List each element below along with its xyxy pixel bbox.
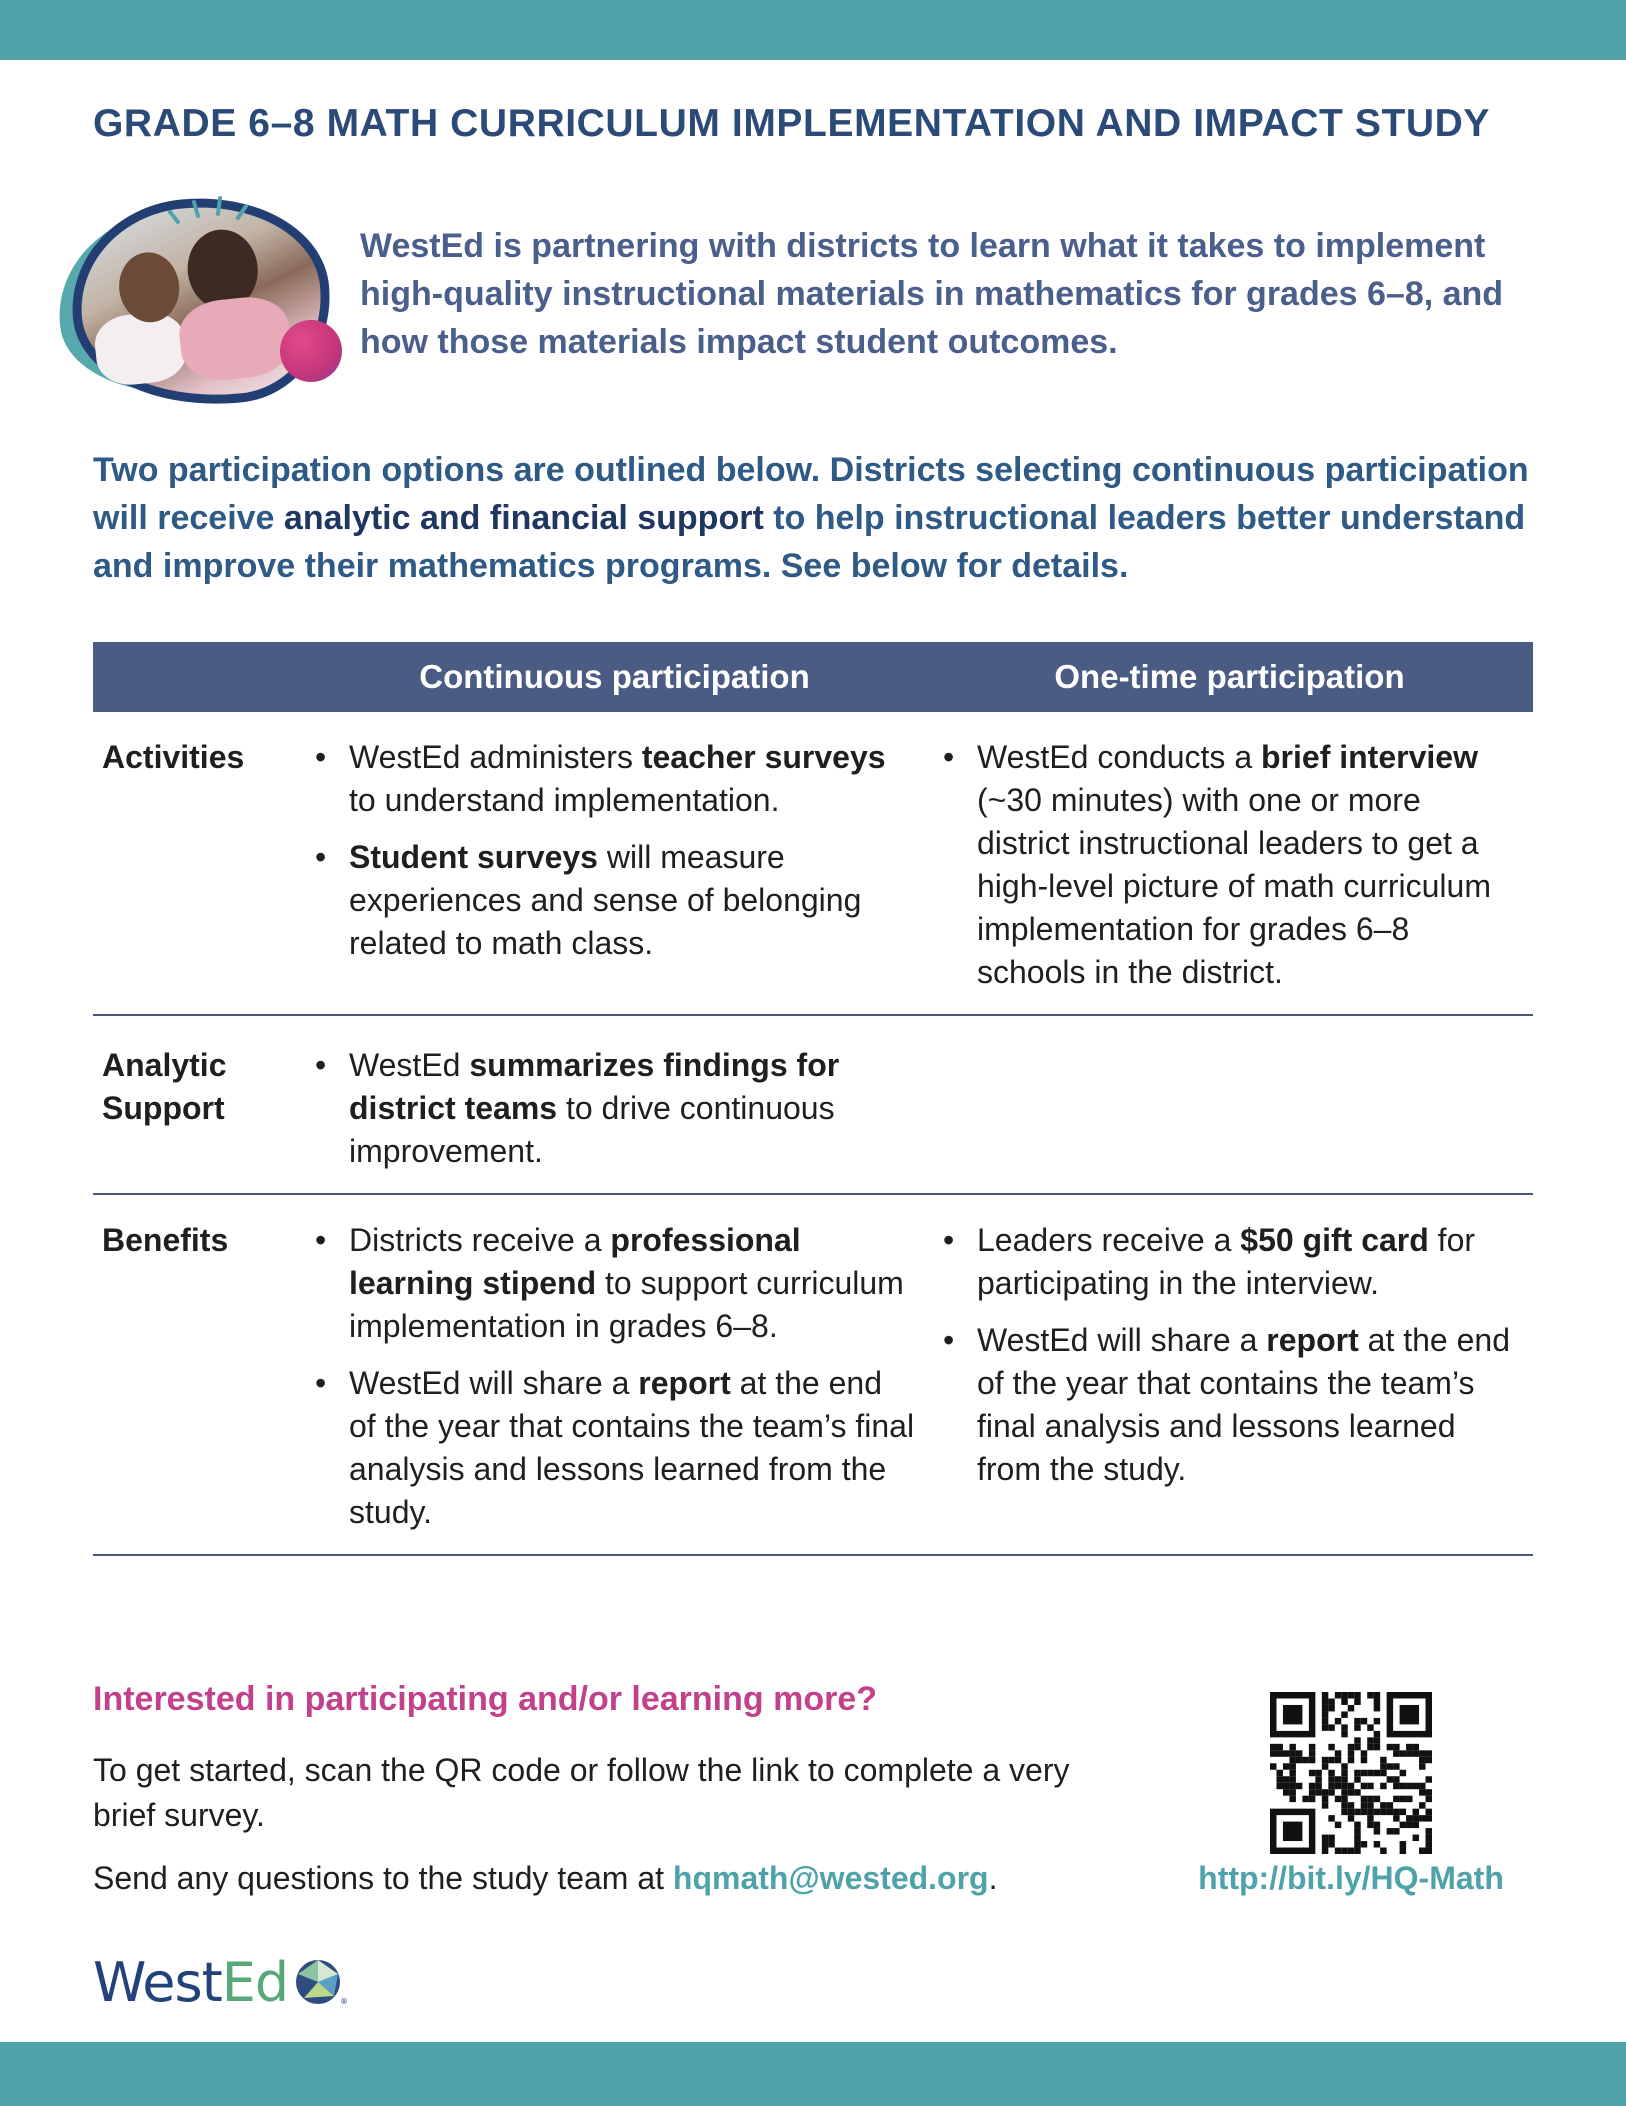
table-row-analytic-support	[93, 1015, 1533, 1194]
list-item: • WestEd will share a report at the end of the year that contains the team’s final analysis and lessons learned from the study.	[977, 1319, 1522, 1491]
header-empty	[93, 642, 303, 712]
logo-wordmark: WestEd	[93, 1950, 289, 2014]
participation-intro: Two participation options are outlined below. Districts selecting continuous participation will receive analytic and financial support to help instructional leaders better understand and improve their mathematics programs. See below for details.	[93, 451, 1529, 585]
table-row-benefits	[93, 1194, 1533, 1555]
table-header-row	[93, 642, 1533, 712]
row-label-analytic-support: Analytic Support	[93, 1015, 303, 1194]
email-link[interactable]: hqmath@wested.org	[672, 1860, 989, 1896]
list-item: • Leaders receive a $50 gift card for participating in the interview.	[977, 1219, 1522, 1305]
activities-onetime	[926, 712, 1533, 1015]
bottom-band	[0, 2042, 1626, 2106]
accent-circle	[280, 320, 342, 382]
cta-heading: Interested in participating and/or learning more?	[93, 1680, 878, 1718]
activities-continuous	[303, 712, 926, 1015]
benefits-onetime	[926, 1194, 1533, 1555]
survey-link[interactable]: http://bit.ly/HQ-Math	[1198, 1860, 1504, 1896]
list-item: • Districts receive a professional learning stipend to support curriculum implementation in grades 6–8.	[349, 1219, 915, 1348]
cta-questions: Send any questions to the study team at hqmath@wested.org.	[93, 1860, 998, 1896]
sparkle-icon	[158, 190, 268, 230]
top-band	[0, 0, 1626, 60]
svg-text:®: ®	[340, 1997, 349, 2006]
students-photo	[58, 190, 318, 410]
row-label-benefits: Benefits	[93, 1194, 303, 1555]
list-item: • Student surveys will measure experiences and sense of belonging related to math class.	[349, 836, 915, 965]
benefits-continuous	[303, 1194, 926, 1555]
analytic-continuous	[303, 1015, 926, 1194]
page-title: GRADE 6–8 MATH CURRICULUM IMPLEMENTATION AND IMPACT STUDY	[93, 102, 1491, 145]
wested-globe-icon	[290, 1954, 349, 2010]
list-item: • WestEd conducts a brief interview (~30 minutes) with one or more district instructional leaders to get a high-level picture of math curriculum implementation for grades 6–8 schools in the district.	[977, 736, 1522, 994]
list-item: • WestEd summarizes findings for district teams to drive continuous improvement.	[349, 1044, 915, 1173]
intro-text: WestEd is partnering with districts to learn what it takes to implement high-quality instructional materials in mathematics for grades 6–8, and how those materials impact student outcomes.	[360, 227, 1504, 361]
list-item: • WestEd will share a report at the end of the year that contains the team’s final analysis and lessons learned from the study.	[349, 1362, 915, 1534]
wested-logo	[93, 1950, 349, 2014]
qr-code-icon[interactable]	[1270, 1692, 1432, 1854]
header-onetime: One-time participation	[926, 642, 1533, 712]
participation-table	[93, 642, 1533, 1556]
cta-text: To get started, scan the QR code or follow the link to complete a very brief survey.	[93, 1752, 1070, 1833]
row-label-activities: Activities	[93, 712, 303, 1015]
analytic-onetime	[926, 1015, 1533, 1194]
table-row-activities	[93, 712, 1533, 1015]
header-continuous: Continuous participation	[303, 642, 926, 712]
list-item: • WestEd administers teacher surveys to understand implementation.	[349, 736, 915, 822]
